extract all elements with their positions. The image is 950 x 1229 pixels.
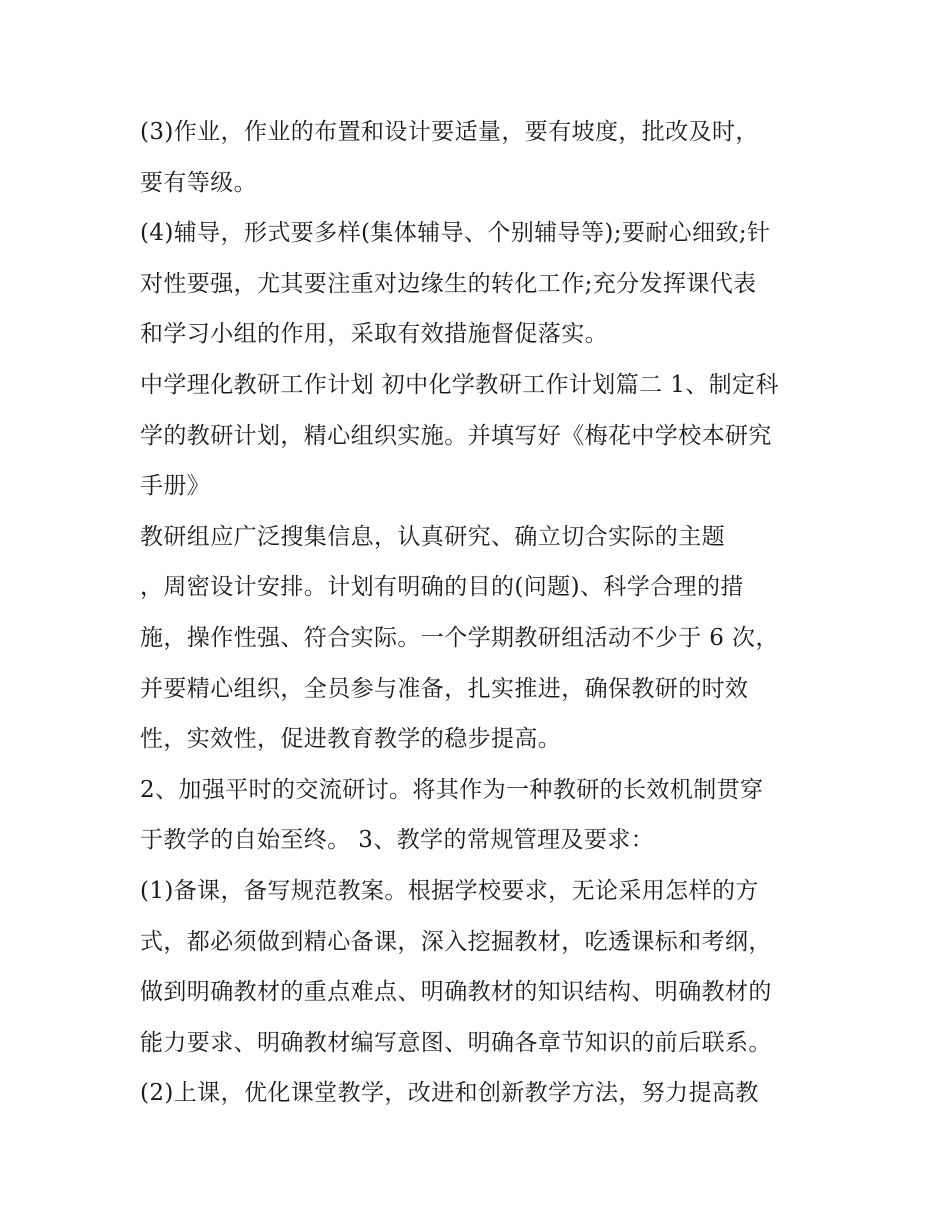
text-line: 能力要求、明确教材编写意图、明确各章节知识的前后联系。 <box>140 1029 772 1056</box>
text-line: 中学理化教研工作计划 初中化学教研工作计划篇二 1、制定科 <box>140 371 779 398</box>
text-line: 性，实效性，促进教育教学的稳步提高。 <box>140 726 562 753</box>
text-line: 对性要强，尤其要注重对边缘生的转化工作;充分发挥课代表 <box>140 270 757 297</box>
text-line: 学的教研计划，精心组织实施。并填写好《梅花中学校本研究 <box>140 422 772 449</box>
text-line: (3)作业，作业的布置和设计要适量，要有坡度，批改及时， <box>140 119 759 145</box>
document-body <box>140 107 830 1119</box>
text-line: 手册》 <box>140 473 211 500</box>
text-line: 教研组应广泛搜集信息，认真研究、确立切合实际的主题 <box>140 523 725 550</box>
text-line: (2)上课，优化课堂教学，改进和创新教学方法，努力提高教 <box>140 1080 759 1107</box>
text-line: 做到明确教材的重点难点、明确教材的知识结构、明确教材的 <box>140 979 772 1006</box>
text-line: (1)备课，备写规范教案。根据学校要求，无论采用怎样的方 <box>140 877 759 904</box>
text-line: ，周密设计安排。计划有明确的目的(问题)、科学合理的措 <box>140 574 744 601</box>
text-line: 式，都必须做到精心备课，深入挖掘教材，吃透课标和考纲， <box>140 928 772 955</box>
text-line: (4)辅导，形式要多样(集体辅导、个别辅导等);要耐心细致;针 <box>140 220 771 247</box>
text-line: 并要精心组织，全员参与准备，扎实推进，确保教研的时效 <box>140 675 749 702</box>
text-line: 和学习小组的作用，采取有效措施督促落实。 <box>140 321 608 348</box>
text-line: 要有等级。 <box>140 169 257 196</box>
text-line: 于教学的自始至终。 3、教学的常规管理及要求： <box>140 827 655 854</box>
text-line: 2、加强平时的交流研讨。将其作为一种教研的长效机制贯穿 <box>140 776 764 803</box>
text-line: 施，操作性强、符合实际。一个学期教研组活动不少于 6 次， <box>140 624 779 651</box>
